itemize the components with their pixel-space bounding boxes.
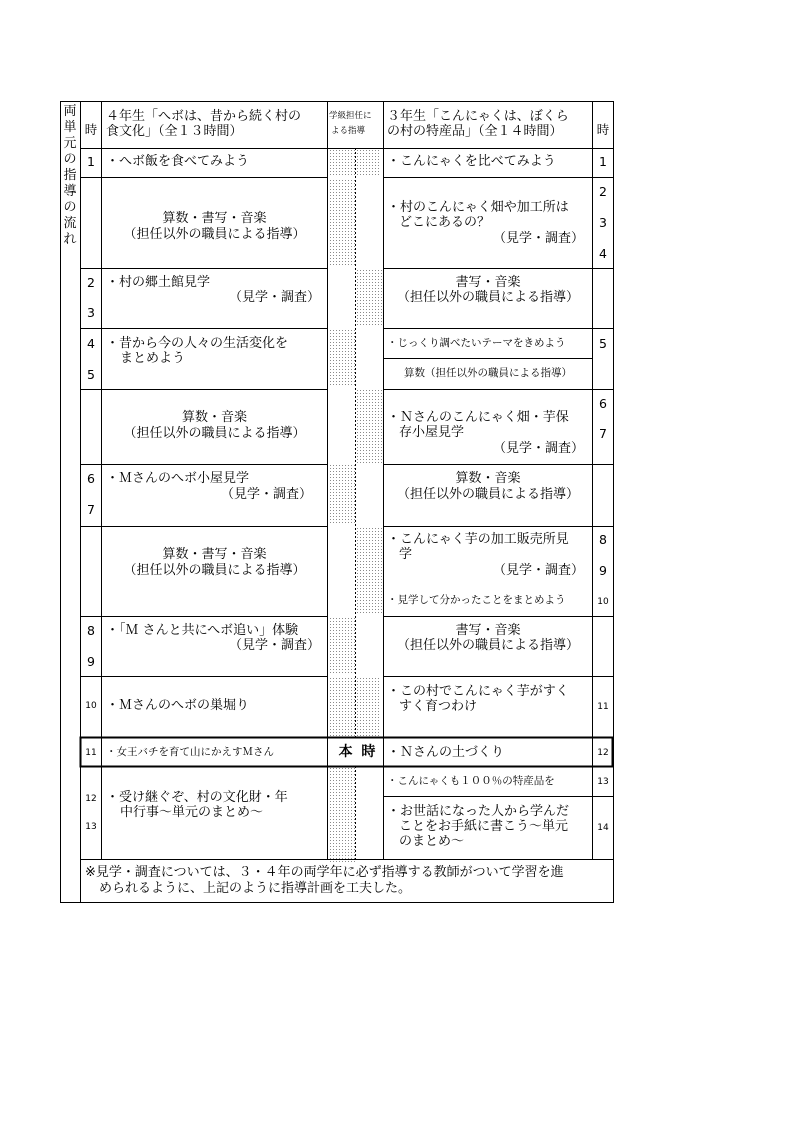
left-other-staff-subjects: 算数・音楽	[181, 410, 247, 425]
right-activity: ・お世話になった人から学んだ	[387, 804, 570, 819]
right-other-staff-subjects: 書写・音楽	[455, 275, 521, 290]
right-activity-type: （見学・調査）	[492, 563, 584, 578]
right-activity: ・村のこんにゃく畑や加工所は	[387, 200, 569, 215]
left-activity: ・受け継ぐぞ、村の文化財・年	[106, 790, 288, 805]
flow-label-char: れ	[63, 232, 77, 247]
right-activity-cont: ことをお手紙に書こう～単元	[399, 819, 569, 834]
flow-label-char: 単	[63, 120, 77, 135]
left-period: 10	[85, 701, 97, 711]
right-other-staff-note: （担任以外の職員による指導）	[396, 487, 579, 502]
left-other-staff-note: （担任以外の職員による指導）	[123, 563, 306, 578]
right-other-staff-note: （担任以外の職員による指導）	[396, 290, 579, 305]
right-period: 5	[599, 336, 607, 351]
right-other-staff-subjects: 書写・音楽	[455, 623, 521, 638]
left-period: 8	[87, 623, 95, 638]
right-period: 2	[599, 184, 607, 199]
left-period: 4	[87, 336, 95, 351]
footnote-line2: められるように、上記のように指導計画を工夫した。	[99, 881, 412, 896]
left-time-header: 時	[84, 122, 98, 137]
left-period: 5	[87, 367, 95, 382]
grade4-unit-title-line2: 食文化」（全１３時間）	[106, 124, 243, 139]
right-period: 4	[599, 246, 607, 261]
right-activity: ・Ｎさんのこんにゃく畑・芋保	[387, 410, 569, 425]
right-activity: ・こんにゃくを比べてみよう	[387, 154, 556, 169]
flow-label-char: 両	[63, 104, 77, 119]
right-period: 8	[599, 532, 607, 547]
left-activity: ・村の郷土館見学	[106, 275, 211, 290]
grade4-unit-title-line1: ４年生「へボは、昔から続く村の	[106, 109, 302, 124]
right-period: 7	[599, 426, 607, 441]
right-activity-cont: 存小屋見学	[399, 425, 465, 440]
left-activity-cont: まとめよう	[120, 351, 186, 366]
right-period: 9	[599, 563, 607, 578]
left-period: 13	[85, 822, 97, 832]
left-period: 12	[85, 794, 97, 804]
left-activity: ・女王バチを育て山にかえすＭさん	[106, 746, 274, 758]
right-period: 11	[597, 702, 609, 712]
left-other-staff-note: （担任以外の職員による指導）	[123, 426, 306, 441]
right-activity: ・じっくり調べたいテーマをきめよう	[387, 337, 566, 349]
grade3-unit-title-line2: の村の特産品」（全１４時間）	[387, 124, 563, 139]
right-other-staff-subjects: 算数・音楽	[455, 471, 521, 486]
left-activity-type: （見学・調査）	[228, 290, 320, 305]
left-other-staff-subjects: 算数・書写・音楽	[162, 547, 267, 562]
right-activity-type: （見学・調査）	[492, 231, 584, 246]
flow-label-char: の	[63, 152, 77, 167]
right-activity-cont: すく育つわけ	[399, 699, 478, 714]
flow-label-char: 元	[63, 136, 77, 151]
left-period: 7	[87, 502, 95, 517]
left-period: 3	[87, 305, 95, 320]
right-period: 10	[597, 597, 609, 607]
right-activity: ・こんにゃく芋の加工販売所見	[387, 532, 569, 547]
left-other-staff-subjects: 算数・書写・音楽	[162, 211, 267, 226]
left-activity-cont: 中行事～単元のまとめ～	[120, 805, 264, 820]
flow-label-char: 流	[63, 216, 77, 231]
flow-label-char: 指	[63, 168, 77, 183]
right-activity: ・この村でこんにゃく芋がすく	[387, 684, 569, 699]
right-activity-cont: どこにあるの？	[399, 215, 491, 230]
left-activity: ・Ｍさんのへボの巣堀り	[106, 698, 250, 713]
right-other-staff-math: 算数（担任以外の職員による指導）	[404, 367, 572, 379]
right-activity-type: （見学・調査）	[492, 441, 584, 456]
flow-label-char: の	[63, 200, 77, 215]
right-period: 14	[597, 823, 609, 833]
right-time-header: 時	[596, 122, 610, 137]
left-activity: ・へボ飯を食べてみよう	[106, 154, 250, 169]
right-activity: ・見学して分かったことをまとめよう	[387, 594, 566, 606]
left-period: 2	[87, 275, 95, 290]
left-activity: ・Ｍさんのへボ小屋見学	[106, 471, 250, 486]
footnote-line1: ※見学・調査については、３・４年の両学年に必ず指導する教師がついて学習を進	[85, 865, 564, 880]
right-other-staff-note: （担任以外の職員による指導）	[396, 638, 579, 653]
right-period: 3	[599, 215, 607, 230]
right-period: 6	[599, 396, 607, 411]
left-activity: ・「Ｍ さんと共にへボ追い」体験	[106, 623, 299, 638]
right-period: 12	[597, 748, 609, 758]
left-period: 6	[87, 471, 95, 486]
left-activity-type: （見学・調査）	[228, 638, 320, 653]
right-activity: ・こんにゃくも１００％の特産品を	[387, 775, 555, 787]
current-lesson-marker: 本 時	[338, 744, 378, 760]
grade3-unit-title-line1: ３年生「こんにゃくは、ぼくら	[387, 109, 569, 124]
right-activity-cont: 学	[399, 547, 413, 562]
left-other-staff-note: （担任以外の職員による指導）	[123, 227, 306, 242]
right-activity-cont: のまとめ～	[399, 834, 465, 849]
left-period: 9	[87, 654, 95, 669]
right-period: 13	[597, 777, 609, 787]
right-period: 1	[599, 154, 607, 169]
flow-label-char: 導	[63, 184, 77, 199]
homeroom-header-line1: 学級担任に	[329, 111, 372, 121]
left-period: 11	[85, 748, 97, 758]
left-activity-type: （見学・調査）	[220, 487, 312, 502]
left-period: 1	[87, 154, 95, 169]
flow-label-vertical	[61, 104, 79, 248]
left-activity: ・昔から今の人々の生活変化を	[106, 336, 289, 351]
homeroom-header-line2: よる指導	[331, 126, 366, 136]
right-activity: ・Ｎさんの土づくり	[387, 745, 505, 760]
